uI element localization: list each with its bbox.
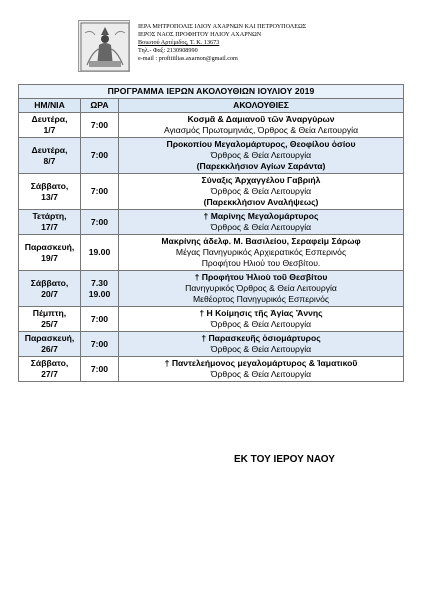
church-email[interactable]: e-mail : profitiilias.axarnon@gmail.com xyxy=(138,55,238,62)
table-row xyxy=(19,174,404,210)
service-time: 19.00 xyxy=(88,247,111,257)
column-header-date: ΗΜ/ΝΙΑ xyxy=(19,99,81,113)
date: 26/7 xyxy=(41,344,58,354)
date: 19/7 xyxy=(41,252,58,263)
service-time: 7:00 xyxy=(90,150,109,160)
feast-name: Μακρίνης ἀδελφ. Μ. Βασιλείου, Σεραφεὶμ Σάρωφ xyxy=(161,236,361,246)
service-description: Όρθρος & Θεία Λειτουργία xyxy=(210,186,312,196)
column-header-services: ΑΚΟΛΟΥΘΙΕΣ xyxy=(119,99,404,113)
service-time: 7:00 xyxy=(90,119,109,130)
date-cell xyxy=(19,357,81,382)
weekday: Σάββατο, xyxy=(30,358,69,368)
table-row xyxy=(19,332,404,357)
table-title: ΠΡΟΓΡΑΜΜΑ ΙΕΡΩΝ ΑΚΟΛΟΥΘΙΩΝ ΙΟΥΛΙΟΥ 2019 xyxy=(19,85,404,99)
service-time: 7:00 xyxy=(90,313,109,324)
feast-name: Προκοπίου Μεγαλομάρτυρος, Θεοφίλου ὁσίου xyxy=(166,139,356,149)
date: 27/7 xyxy=(41,369,58,379)
time-cell xyxy=(81,357,119,382)
date-cell xyxy=(19,138,81,174)
weekday: Δευτέρα, xyxy=(31,114,68,124)
service-description: Μεθέορτος Πανηγυρικός Εσπερινός xyxy=(192,294,330,304)
time-cell xyxy=(81,210,119,235)
time-cell xyxy=(81,332,119,357)
services-cell xyxy=(119,174,404,210)
icon-of-prophet-elijah-icon xyxy=(78,20,130,72)
letterhead xyxy=(78,20,398,72)
service-time: 7:00 xyxy=(90,338,109,349)
services-cell xyxy=(119,357,404,382)
weekday: Τετάρτη, xyxy=(32,211,67,221)
feast-name: † Μαρίνης Μεγαλομάρτυρος xyxy=(203,211,319,221)
date: 25/7 xyxy=(41,319,58,329)
feast-name: Κοσμᾶ & Δαμιανοῦ τῶν Ἀναργύρων xyxy=(187,114,335,124)
table-row xyxy=(19,307,404,332)
date: 17/7 xyxy=(41,222,58,232)
services-cell xyxy=(119,210,404,235)
weekday: Σάββατο, xyxy=(30,180,69,191)
table-row xyxy=(19,113,404,138)
table-header-row xyxy=(19,99,404,113)
services-cell xyxy=(119,138,404,174)
date: 20/7 xyxy=(41,288,58,299)
service-time: 7.30 xyxy=(91,277,108,288)
time-cell xyxy=(81,174,119,210)
time-cell xyxy=(81,307,119,332)
time-cell xyxy=(81,113,119,138)
table-row xyxy=(19,271,404,307)
service-description: Αγιασμός Πρωτομηνιάς, Όρθρος & Θεία Λειτουργία xyxy=(163,125,359,135)
service-time: 7:00 xyxy=(90,363,109,374)
time-cell xyxy=(81,138,119,174)
services-cell xyxy=(119,307,404,332)
services-cell xyxy=(119,271,404,307)
service-description: Όρθρος & Θεία Λειτουργία xyxy=(210,369,312,379)
date-cell xyxy=(19,271,81,307)
service-description: Όρθρος & Θεία Λειτουργία xyxy=(210,319,312,329)
time-cell xyxy=(81,235,119,271)
weekday: Πέμπτη, xyxy=(32,308,67,318)
service-time: 7:00 xyxy=(90,186,109,196)
feast-name: Σύναξις Ἀρχαγγέλου Γαβριήλ xyxy=(201,175,321,185)
table-row xyxy=(19,357,404,382)
feast-name: † Προφήτου Ἡλιοὺ τοῦ Θεσβίτου xyxy=(194,272,328,282)
weekday: Παρασκευή, xyxy=(24,241,75,252)
date-cell xyxy=(19,174,81,210)
table-row xyxy=(19,235,404,271)
time-cell xyxy=(81,271,119,307)
services-cell xyxy=(119,332,404,357)
date-cell xyxy=(19,113,81,138)
service-description: Όρθρος & Θεία Λειτουργία xyxy=(210,222,312,232)
table-row xyxy=(19,138,404,174)
feast-name: † Η Κοίμησις τῆς Ἁγίας Ἄννης xyxy=(199,308,323,318)
service-description: Προφήτου Ηλιού του Θεσβίτου. xyxy=(201,258,321,268)
date-cell xyxy=(19,235,81,271)
service-time: 7:00 xyxy=(90,216,109,227)
service-time: 19.00 xyxy=(88,288,111,299)
service-description: Όρθρος & Θεία Λειτουργία xyxy=(210,150,312,160)
table-title-row xyxy=(19,85,404,99)
date-cell xyxy=(19,210,81,235)
letterhead-text xyxy=(138,23,398,63)
date: 8/7 xyxy=(43,155,56,166)
date: 1/7 xyxy=(43,125,56,135)
church-phone: Τηλ.- Φαξ: 2130908990 xyxy=(138,47,198,54)
service-description: Όρθρος & Θεία Λειτουργία xyxy=(210,344,312,354)
weekday: Σάββατο, xyxy=(30,277,69,288)
weekday: Παρασκευή, xyxy=(24,333,75,343)
service-description: Μέγας Πανηγυρικός Αρχιερατικός Εσπερινός xyxy=(175,247,347,257)
church-address: Βοιωτού Αρτέμιδος, Τ. Κ. 13673 xyxy=(138,39,220,46)
date: 13/7 xyxy=(41,191,58,202)
metropolis-name: ΙΕΡΑ ΜΗΤΡΟΠΟΛΙΣ ΙΛΙΟΥ ΑΧΑΡΝΩΝ ΚΑΙ ΠΕΤΡΟΥΠΟΛΕΩΣ xyxy=(138,23,307,30)
feast-name: † Παρασκευῆς ὁσιομάρτυρος xyxy=(201,333,321,343)
date-cell xyxy=(19,307,81,332)
service-description: Πανηγυρικός Όρθρος & Θεία Λειτουργία xyxy=(185,283,337,293)
church-name: ΙΕΡΟΣ ΝΑΟΣ ΠΡΟΦΗΤΟΥ ΗΛΙΟΥ ΑΧΑΡΝΩΝ xyxy=(138,31,262,38)
table-row xyxy=(19,210,404,235)
feast-name: † Παντελεήμονος μεγαλομάρτυρος & Ἰαματικοῦ xyxy=(164,358,358,368)
weekday: Δευτέρα, xyxy=(31,144,68,155)
feast-name: (Παρεκκλήσιον Αγίων Σαράντα) xyxy=(196,161,326,171)
services-schedule-table xyxy=(18,84,404,382)
feast-name: (Παρεκκλήσιον Αναλήψεως) xyxy=(203,197,319,207)
signature-from-church: ΕΚ ΤΟΥ ΙΕΡΟΥ ΝΑΟΥ xyxy=(234,454,335,465)
services-cell xyxy=(119,113,404,138)
column-header-time: ΩΡΑ xyxy=(81,99,119,113)
date-cell xyxy=(19,332,81,357)
services-cell xyxy=(119,235,404,271)
